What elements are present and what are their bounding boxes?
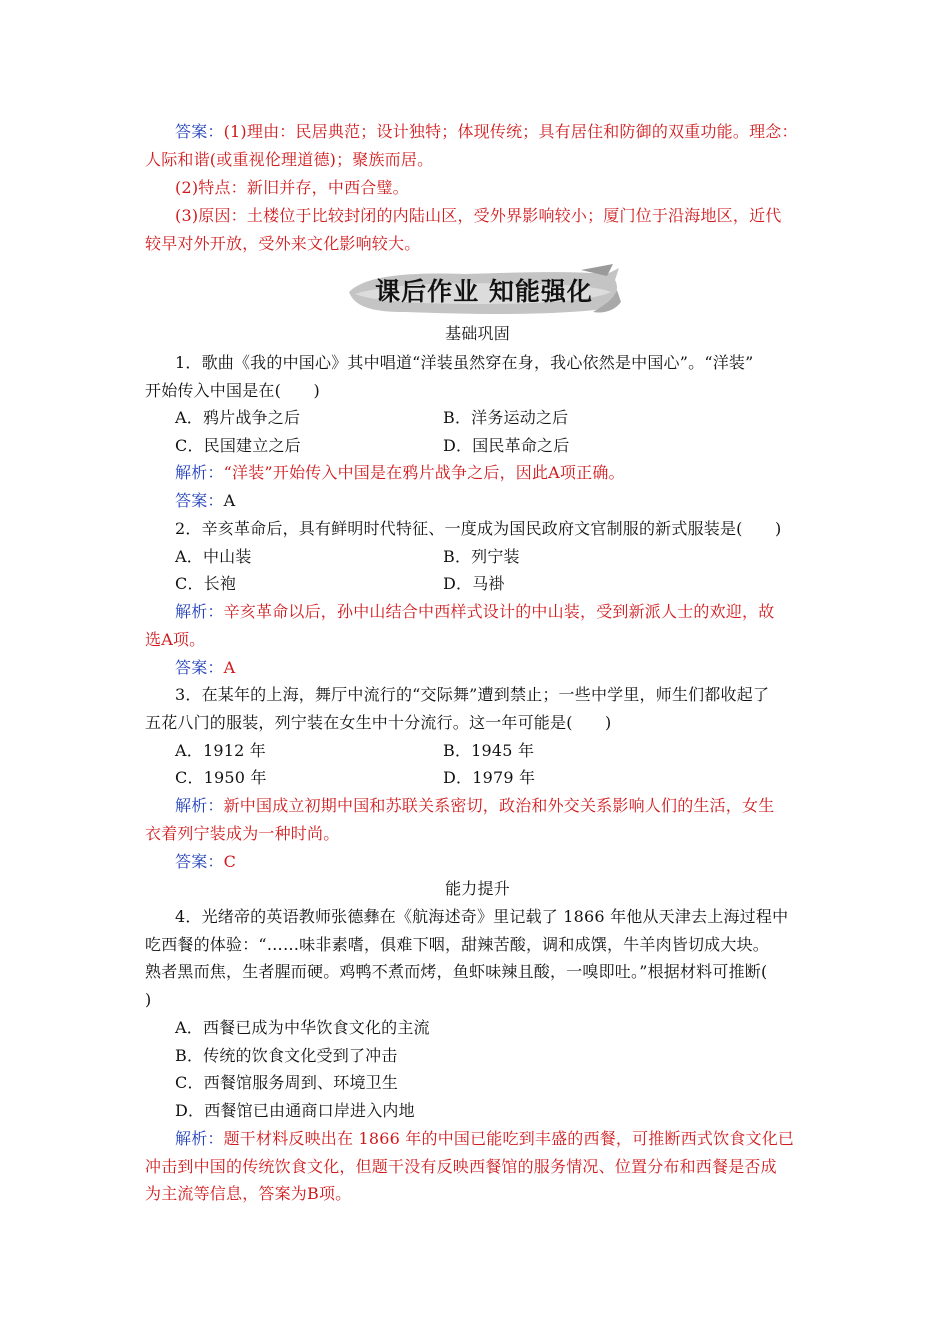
q3-answer xyxy=(175,851,810,873)
q4-stem-line-3: 熟者黑而焦，生者腥而硬。鸡鸭不煮而烤，鱼虾味辣且酸，一嗅即吐。”根据材料可推断( xyxy=(145,962,768,981)
section-title-advanced: 能力提升 xyxy=(445,879,510,898)
q4-option-c: C．西餐馆服务周到、环境卫生 xyxy=(175,1073,399,1092)
answer-label: 答案： xyxy=(175,122,224,141)
q2-answer xyxy=(175,657,810,679)
banner-title: 课后作业 知能强化 xyxy=(375,277,593,306)
q1-option-c: C．民国建立之后 xyxy=(175,436,301,455)
q4-analysis-line-2: 冲击到中国的传统饮食文化，但题干没有反映西餐馆的服务情况、位置分布和西餐是否成 xyxy=(145,1157,777,1176)
q3-option-c: C．1950 年 xyxy=(175,768,267,787)
q1-option-d: D．国民革命之后 xyxy=(443,436,570,455)
section-title-basic: 基础巩固 xyxy=(445,324,510,343)
q3-analysis-line-2: 衣着列宁装成为一种时尚。 xyxy=(145,824,340,843)
analysis-label: 解析： xyxy=(175,463,224,482)
q4-option-d: D．西餐馆已由通商口岸进入内地 xyxy=(175,1101,415,1120)
prev-answer-line-5: 较早对外开放，受外来文化影响较大。 xyxy=(145,234,421,253)
prev-answer-line-1 xyxy=(175,121,810,143)
q2-analysis-line-1 xyxy=(175,601,810,623)
q3-analysis-line-1 xyxy=(175,795,810,817)
prev-answer-line-3: (2)特点：新旧并存，中西合璧。 xyxy=(175,178,409,197)
analysis-text: 题干材料反映出在 1866 年的中国已能吃到丰盛的西餐，可推断西式饮食文化已 xyxy=(223,1129,795,1148)
q1-stem-line-1: 1．歌曲《我的中国心》其中唱道“洋装虽然穿在身，我心依然是中国心”。“洋装” xyxy=(175,353,754,372)
q3-stem-line-2: 五花八门的服装，列宁装在女生中十分流行。这一年可能是( ) xyxy=(145,713,612,732)
analysis-label: 解析： xyxy=(175,1129,224,1148)
q4-option-b: B．传统的饮食文化受到了冲击 xyxy=(175,1046,398,1065)
answer-value: A xyxy=(223,658,236,677)
answer-label: 答案： xyxy=(175,658,224,677)
q3-option-a: A．1912 年 xyxy=(175,741,266,760)
analysis-text: 辛亥革命以后，孙中山结合中西样式设计的中山装，受到新派人士的欢迎，故 xyxy=(223,602,775,621)
q2-option-b: B．列宁装 xyxy=(443,547,520,566)
q4-analysis-line-1 xyxy=(175,1128,810,1150)
q1-answer xyxy=(175,490,810,512)
q1-option-b: B．洋务运动之后 xyxy=(443,408,569,427)
q4-stem-line-2: 吃西餐的体验：“……味非素嗜，俱难下咽，甜辣苦酸，调和成馔，牛羊肉皆切成大块。 xyxy=(145,935,769,954)
q2-analysis-line-2: 选A项。 xyxy=(145,630,206,649)
prev-answer-line-4: (3)原因：土楼位于比较封闭的内陆山区，受外界影响较小；厦门位于沿海地区，近代 xyxy=(175,206,782,225)
answer-label: 答案： xyxy=(175,491,224,510)
q2-option-a: A．中山装 xyxy=(175,547,252,566)
q1-stem-line-2: 开始传入中国是在( ) xyxy=(145,381,320,400)
section-banner xyxy=(345,262,623,320)
prev-answer-line-2: 人际和谐(或重视伦理道德)；聚族而居。 xyxy=(145,150,434,169)
q1-analysis xyxy=(175,462,810,484)
q4-stem-line-1: 4．光绪帝的英语教师张德彝在《航海述奇》里记载了 1866 年他从天津去上海过程中 xyxy=(175,907,789,926)
q2-option-c: C．长袍 xyxy=(175,574,237,593)
q4-stem-line-4: ) xyxy=(145,990,152,1009)
q3-stem-line-1: 3．在某年的上海，舞厅中流行的“交际舞”遭到禁止；一些中学里，师生们都收起了 xyxy=(175,685,770,704)
q3-option-d: D．1979 年 xyxy=(443,768,536,787)
answer-value: C xyxy=(223,852,237,871)
analysis-text: “洋装”开始传入中国是在鸦片战争之后，因此A项正确。 xyxy=(223,463,625,482)
q2-option-d: D．马褂 xyxy=(443,574,505,593)
q2-stem: 2．辛亥革命后，具有鲜明时代特征、一度成为国民政府文官制服的新式服装是( ) xyxy=(175,519,782,538)
answer-value: A xyxy=(223,491,236,510)
analysis-text: 新中国成立初期中国和苏联关系密切，政治和外交关系影响人们的生活，女生 xyxy=(223,796,775,815)
analysis-label: 解析： xyxy=(175,796,224,815)
q4-option-a: A．西餐已成为中华饮食文化的主流 xyxy=(175,1018,430,1037)
q1-option-a: A．鸦片战争之后 xyxy=(175,408,301,427)
answer-label: 答案： xyxy=(175,852,224,871)
q3-option-b: B．1945 年 xyxy=(443,741,535,760)
analysis-label: 解析： xyxy=(175,602,224,621)
answer-text: (1)理由：民居典范；设计独特；体现传统；具有居住和防御的双重功能。理念： xyxy=(223,122,798,141)
q4-analysis-line-3: 为主流等信息，答案为B项。 xyxy=(145,1184,352,1203)
